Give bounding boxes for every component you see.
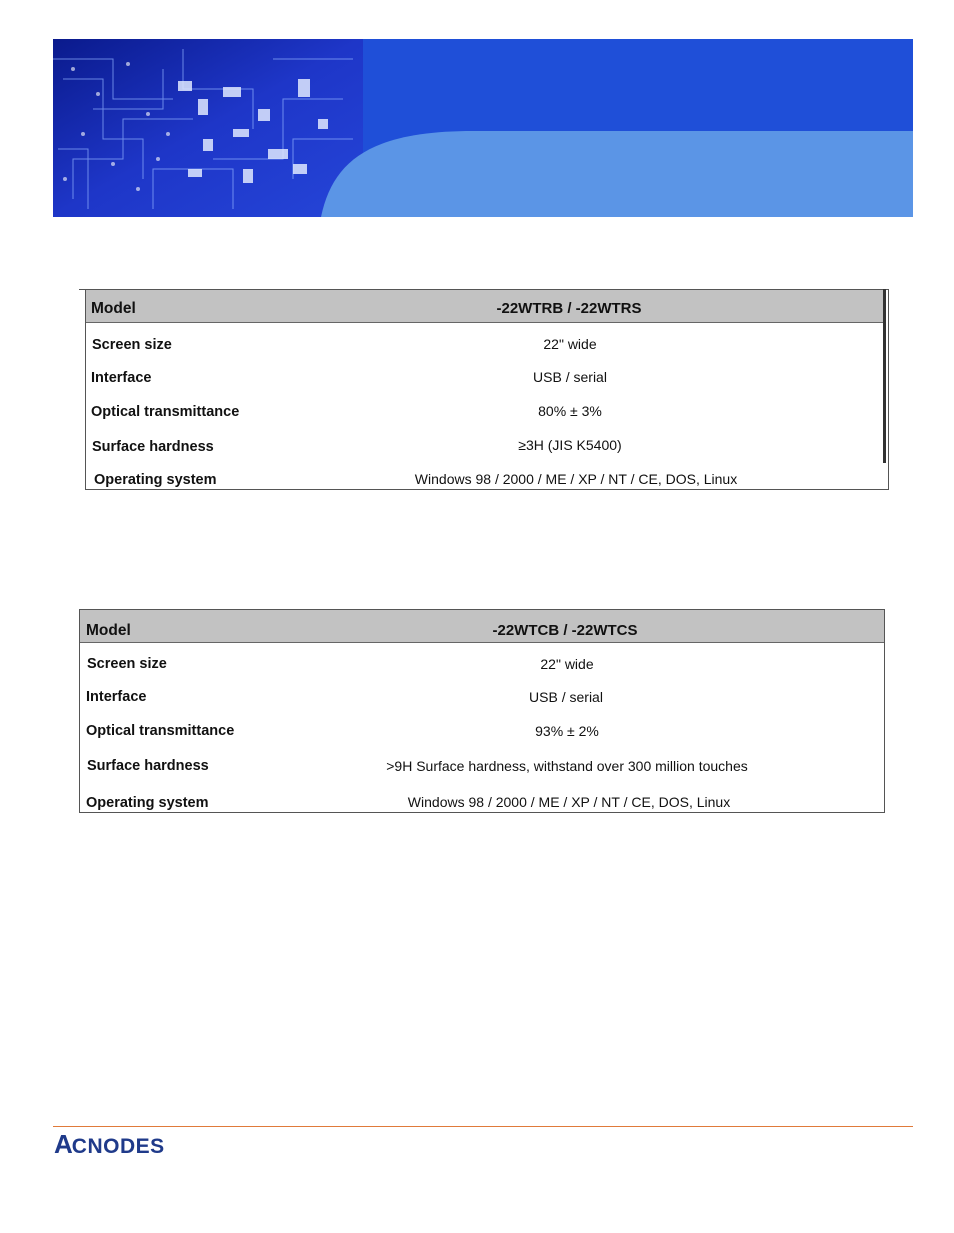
row-label: Optical transmittance xyxy=(91,404,240,420)
header-label: Model xyxy=(86,622,131,639)
row-value: >9H Surface hardness, withstand over 300 million touches xyxy=(386,758,748,774)
row-value: Windows 98 / 2000 / ME / XP / NT / CE, DOS, Linux xyxy=(414,471,738,487)
row-label: Screen size xyxy=(87,656,167,672)
row-label: Screen size xyxy=(92,337,172,353)
footer-divider xyxy=(53,1126,913,1127)
table-edge-shadow xyxy=(883,289,886,463)
row-value: USB / serial xyxy=(529,689,603,705)
spec-table-capacitive xyxy=(79,609,885,813)
banner-curve-shape xyxy=(53,39,913,217)
logo-text: CNODES xyxy=(71,1135,165,1158)
row-label: Interface xyxy=(91,370,152,386)
table-header-row xyxy=(80,610,884,643)
logo-initial: A xyxy=(54,1129,72,1159)
table-header-row xyxy=(86,290,885,323)
row-value: 22" wide xyxy=(540,656,594,672)
model-value: -22WTRB / -22WTRS xyxy=(496,300,642,317)
model-value: -22WTCB / -22WTCS xyxy=(492,622,638,639)
header-banner xyxy=(53,39,913,217)
row-value: Windows 98 / 2000 / ME / XP / NT / CE, DOS, Linux xyxy=(407,794,731,810)
row-label: Optical transmittance xyxy=(86,723,235,739)
row-label: Surface hardness xyxy=(92,439,214,455)
row-value: 93% ± 2% xyxy=(535,723,599,739)
row-label: Operating system xyxy=(86,795,209,811)
row-label: Interface xyxy=(86,689,147,705)
row-value: 80% ± 3% xyxy=(538,403,602,419)
row-label: Surface hardness xyxy=(87,758,209,774)
header-label: Model xyxy=(91,300,136,317)
row-value: ≥3H (JIS K5400) xyxy=(518,437,622,453)
row-value: 22" wide xyxy=(543,336,597,352)
spec-table-resistive xyxy=(85,289,889,490)
acnodes-logo xyxy=(54,1131,165,1157)
row-value: USB / serial xyxy=(533,369,607,385)
row-label: Operating system xyxy=(94,472,217,488)
